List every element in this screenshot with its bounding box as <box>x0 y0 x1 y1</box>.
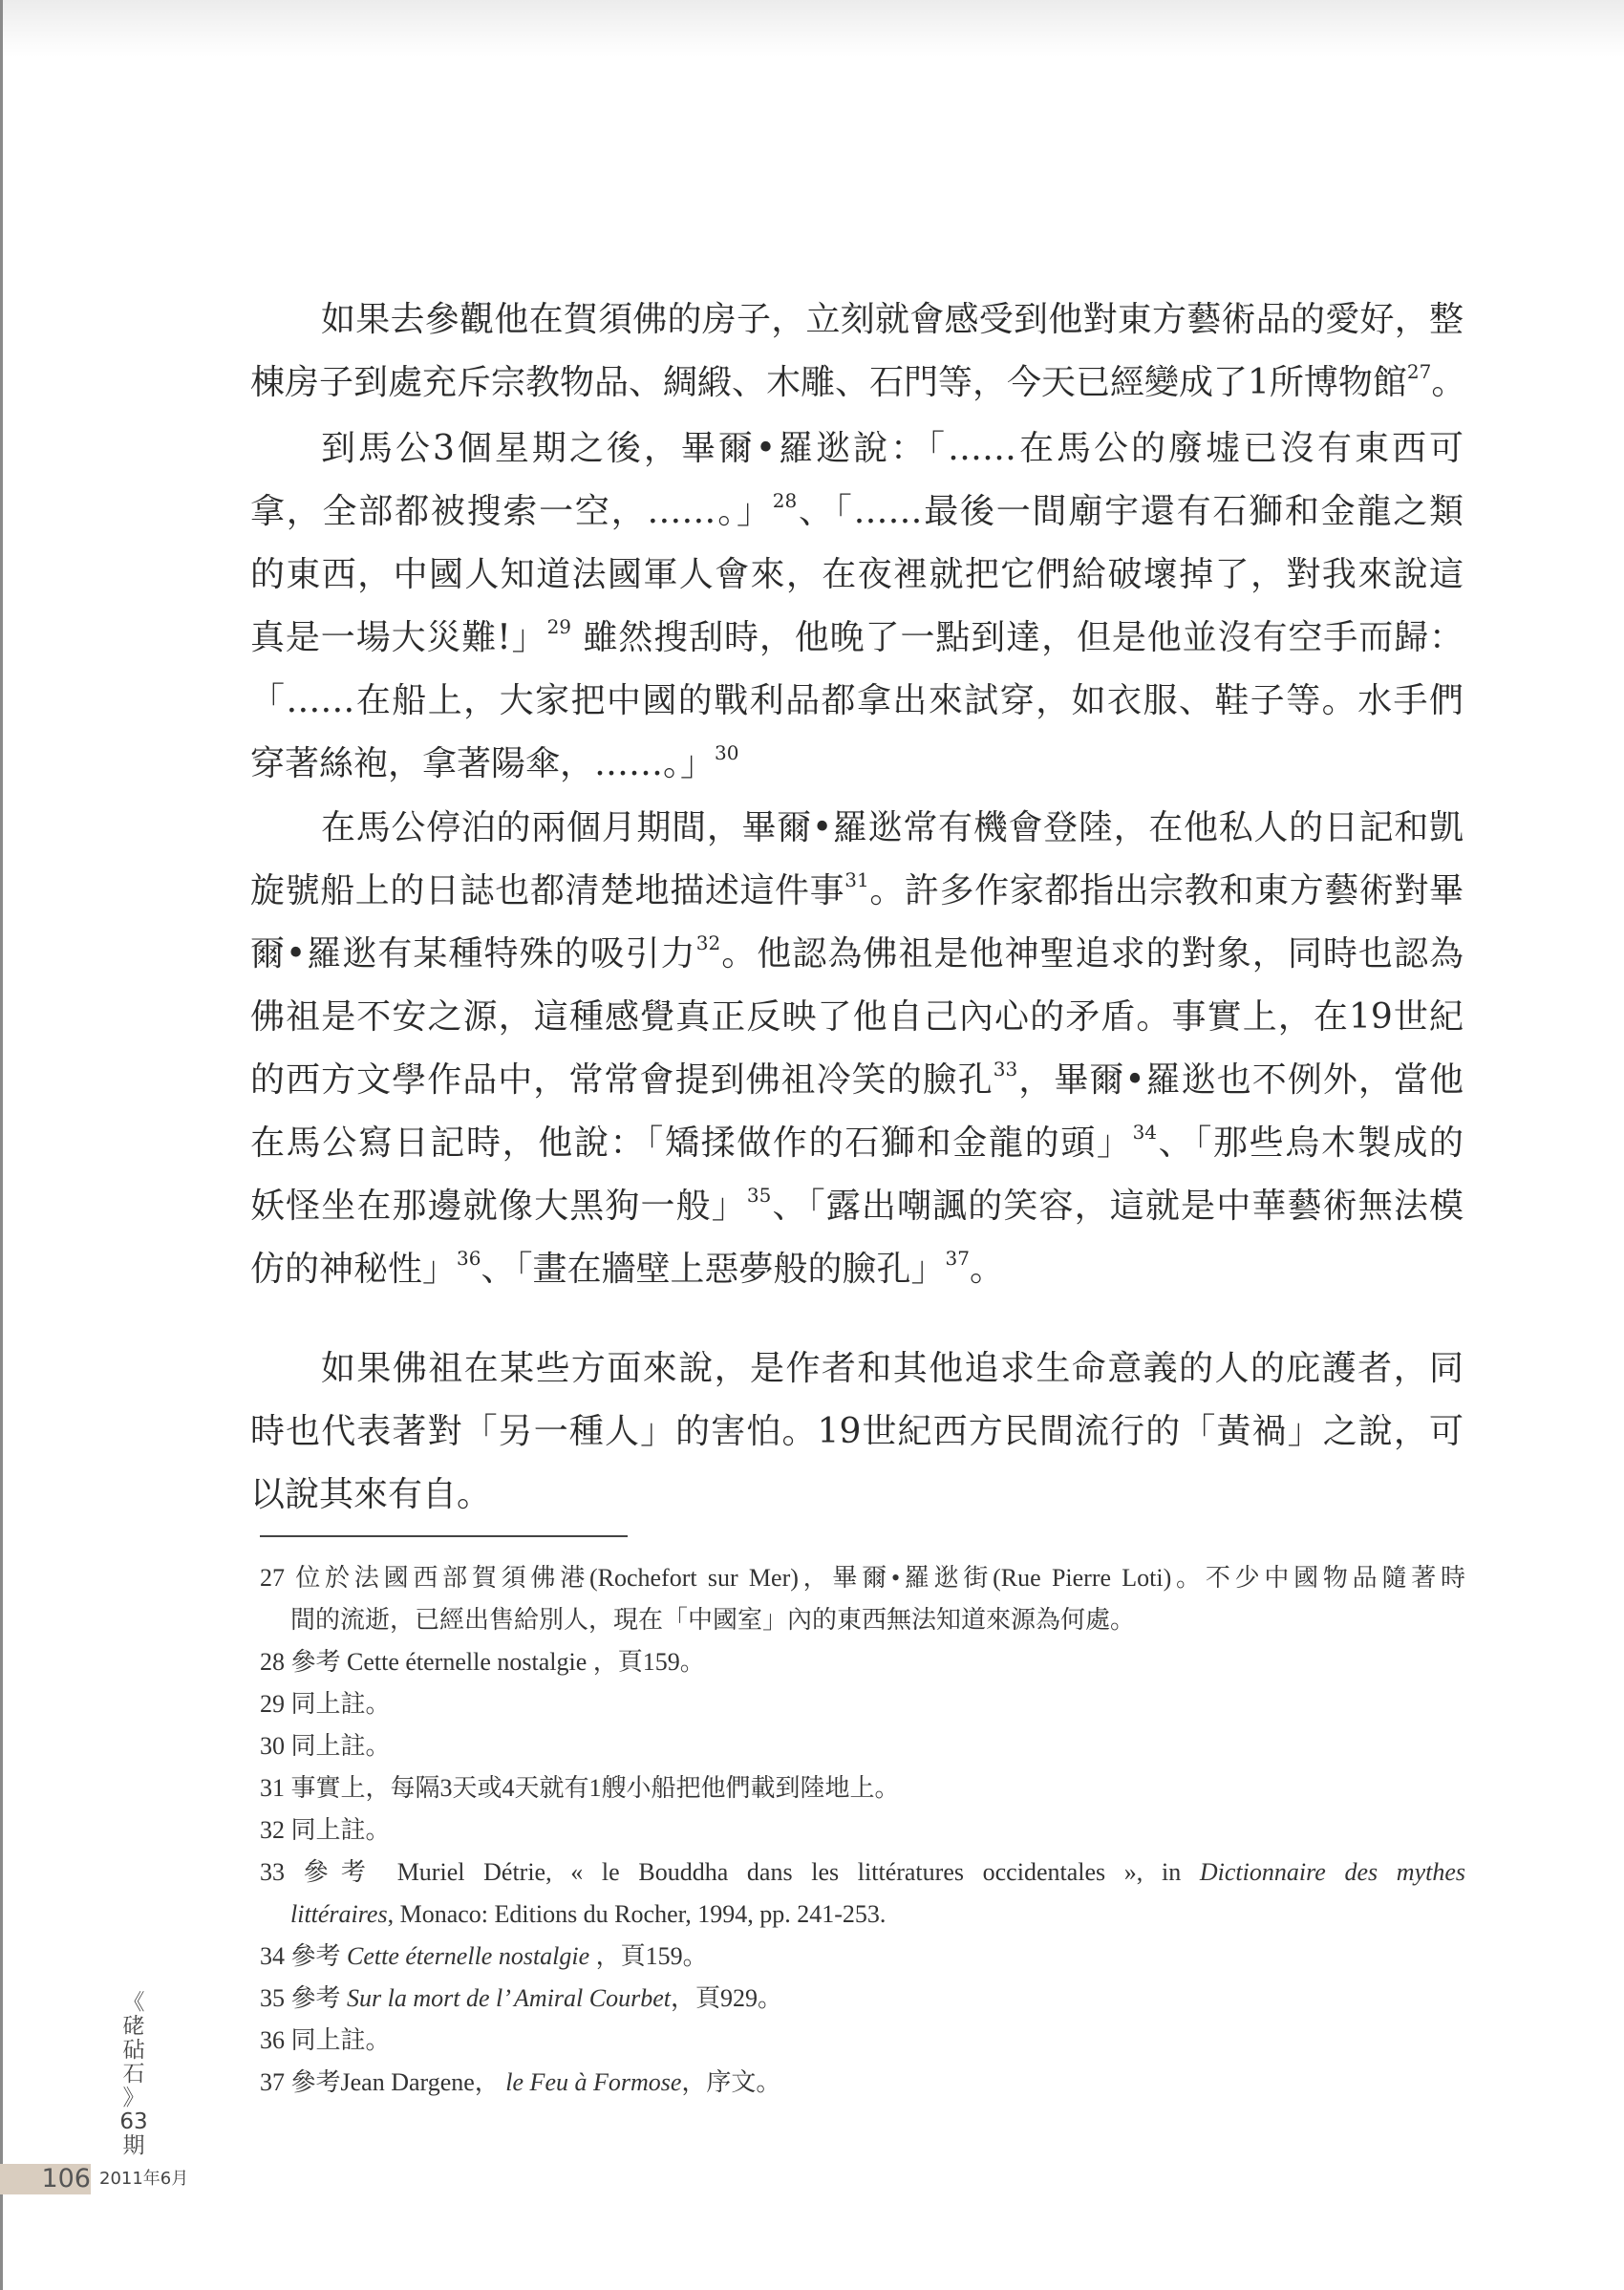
footnote-ref[interactable]: 35 <box>746 1184 772 1207</box>
text-line <box>250 860 1464 923</box>
text-line <box>250 1112 1464 1175</box>
text-run: 30 同上註。 <box>260 1732 391 1760</box>
footnote-ref[interactable]: 29 <box>546 615 572 638</box>
text-line <box>250 289 1464 352</box>
text-run: 37 參考Jean Dargene， <box>260 2068 506 2096</box>
footnote-ref[interactable]: 27 <box>1406 360 1432 383</box>
footnote <box>260 2062 1465 2104</box>
text-run: 。 <box>969 1250 1004 1289</box>
text-line <box>250 733 1464 796</box>
text-run: 。他認為佛祖是他神聖追求的對象，同時也認為 <box>720 934 1464 974</box>
italic-title: littéraires <box>290 1900 388 1928</box>
text-run: 妖怪坐在那邊就像大黑狗一般」 <box>250 1187 747 1226</box>
text-run: 。 <box>1431 363 1466 402</box>
journal-title-char: 》 <box>122 2086 145 2110</box>
footnote <box>260 1851 1465 1894</box>
footnote <box>260 1641 1465 1683</box>
text-run: 27 位於法國西部賀須佛港(Rochefort sur Mer)，畢爾•羅逖街(Rue Pierre Loti)。不少中國物品隨著時 <box>260 1564 1465 1592</box>
text-line <box>250 1464 1464 1527</box>
text-run: 的東西，中國人知道法國軍人會來，在夜裡就把它們給破壞掉了，對我來說這 <box>250 555 1464 594</box>
text-run: 、「露出嘲諷的笑容，這就是中華藝術無法模 <box>771 1187 1464 1226</box>
text-line <box>250 1401 1464 1464</box>
text-run: 31 事實上，每隔3天或4天就有1艘小船把他們載到陸地上。 <box>260 1774 900 1802</box>
italic-title: Sur la mort de l’ Amiral Courbet <box>347 1984 671 2012</box>
text-run: 棟房子到處充斥宗教物品、綢緞、木雕、石門等，今天已經變成了1所博物館 <box>250 363 1407 402</box>
text-run: 、「畫在牆壁上惡夢般的臉孔」 <box>481 1250 946 1289</box>
journal-title-char: 《 <box>122 1990 145 2015</box>
text-run: 。許多作家都指出宗教和東方藝術對畢 <box>868 871 1464 910</box>
footnote-ref[interactable]: 33 <box>993 1058 1018 1081</box>
text-line <box>250 1175 1464 1238</box>
text-line <box>250 417 1464 481</box>
issue-date: 2011年6月 <box>99 2169 189 2189</box>
footnote-ref[interactable]: 37 <box>945 1247 970 1270</box>
page-edge <box>0 0 3 2290</box>
text-run: 、「……最後一間廟宇還有石獅和金龍之類 <box>797 492 1464 531</box>
footnote-ref[interactable]: 34 <box>1132 1121 1158 1144</box>
text-run: 、「那些烏木製成的 <box>1157 1124 1464 1163</box>
paragraph <box>250 289 1464 415</box>
text-run: 到馬公3個星期之後，畢爾•羅逖說：「……在馬公的廢墟已沒有東西可 <box>321 429 1464 468</box>
text-line <box>250 481 1464 544</box>
text-run: 如果佛祖在某些方面來說，是作者和其他追求生命意義的人的庇護者，同 <box>321 1349 1464 1388</box>
footnote <box>260 1936 1465 1978</box>
footnote <box>260 1809 1465 1851</box>
text-run: 29 同上註。 <box>260 1690 391 1718</box>
text-run: , Monaco: Editions du Rocher, 1994, pp. 241-253. <box>387 1900 887 1928</box>
footnote <box>260 1557 1465 1599</box>
text-run: 「……在船上，大家把中國的戰利品都拿出來試穿，如衣服、鞋子等。水手們 <box>250 681 1464 720</box>
text-line <box>250 1238 1464 1301</box>
footnote-ref[interactable]: 31 <box>844 868 869 891</box>
footnote <box>260 1767 1465 1809</box>
paragraph <box>250 1338 1464 1527</box>
page-number: 106 <box>0 2164 91 2194</box>
paragraph <box>250 797 1464 1301</box>
footnote <box>260 1978 1465 2020</box>
text-line <box>250 670 1464 733</box>
text-run: 拿，全部都被搜索一空，……。」 <box>250 492 773 531</box>
journal-title-vertical <box>117 1991 151 2158</box>
text-run: ，頁159。 <box>589 1942 708 1970</box>
text-run: 的西方文學作品中，常常會提到佛祖冷笑的臉孔 <box>250 1060 994 1100</box>
text-run: 真是一場大災難!」 <box>250 618 547 657</box>
text-run: 間的流逝，已經出售給別人，現在「中國室」內的東西無法知道來源為何處。 <box>290 1606 1136 1634</box>
text-run: 32 同上註。 <box>260 1816 391 1844</box>
journal-title-char: 石 <box>122 2062 145 2087</box>
footnote <box>260 1725 1465 1767</box>
text-run: 在馬公寫日記時，他說：「矯揉做作的石獅和金龍的頭」 <box>250 1124 1133 1163</box>
text-run: ，畢爾•羅逖也不例外，當他 <box>1017 1060 1464 1100</box>
footnote-ref[interactable]: 30 <box>715 741 739 764</box>
text-line <box>250 352 1464 415</box>
footnote-ref[interactable]: 32 <box>695 931 721 954</box>
italic-title: le Feu à Formose <box>505 2068 682 2096</box>
text-run: 仿的神秘性」 <box>250 1250 458 1289</box>
italic-title: Dictionnaire des mythes <box>1199 1858 1465 1886</box>
footnotes <box>260 1557 1465 2104</box>
text-run: 雖然搜刮時，他晚了一點到達，但是他並沒有空手而歸： <box>571 618 1464 657</box>
text-run: 34 參考 <box>260 1942 348 1970</box>
footnote <box>260 1894 1465 1936</box>
text-run: 時也代表著對「另一種人」的害怕。19世紀西方民間流行的「黃禍」之說，可 <box>250 1412 1464 1451</box>
text-run: 爾•羅逖有某種特殊的吸引力 <box>250 934 696 974</box>
text-run: ，頁929。 <box>671 1984 783 2012</box>
text-run: 旋號船上的日誌也都清楚地描述這件事 <box>250 871 845 910</box>
scan-top-shadow <box>0 0 1624 57</box>
text-line <box>250 1049 1464 1112</box>
text-run: 36 同上註。 <box>260 2026 391 2054</box>
text-run: 以說其來有自。 <box>250 1475 492 1514</box>
italic-title: Cette éternelle nostalgie <box>347 1942 590 1970</box>
text-run: ，序文。 <box>681 2068 781 2096</box>
text-run: 在馬公停泊的兩個月期間，畢爾•羅逖常有機會登陸，在他私人的日記和凱 <box>321 808 1464 847</box>
footnote <box>260 2020 1465 2062</box>
journal-title-char: 砧 <box>122 2038 145 2063</box>
journal-title-char: 硓 <box>122 2014 145 2039</box>
footnote <box>260 1683 1465 1725</box>
text-line <box>250 1338 1464 1401</box>
footnote <box>260 1599 1465 1641</box>
text-run: 穿著絲袍，拿著陽傘，……。」 <box>250 744 716 783</box>
text-run: 33 參考 Muriel Détrie, « le Bouddha dans les littératures occidentales », in <box>260 1858 1200 1886</box>
text-run: 佛祖是不安之源，這種感覺真正反映了他自己內心的矛盾。事實上，在19世紀 <box>250 997 1464 1037</box>
footnote-ref[interactable]: 36 <box>457 1247 481 1270</box>
text-line <box>250 797 1464 860</box>
text-line <box>250 986 1464 1049</box>
text-line <box>250 544 1464 607</box>
text-run: 如果去參觀他在賀須佛的房子，立刻就會感受到他對東方藝術品的愛好，整 <box>321 300 1464 339</box>
text-line <box>250 923 1464 986</box>
text-line <box>250 607 1464 670</box>
text-run: 28 參考 Cette éternelle nostalgie ，頁159。 <box>260 1648 705 1676</box>
journal-title-char: 63 <box>119 2109 148 2134</box>
footnote-ref[interactable]: 28 <box>772 489 798 512</box>
paragraph <box>250 417 1464 796</box>
footnote-divider <box>260 1535 628 1537</box>
text-run: 35 參考 <box>260 1984 348 2012</box>
journal-title-char: 期 <box>122 2133 145 2158</box>
